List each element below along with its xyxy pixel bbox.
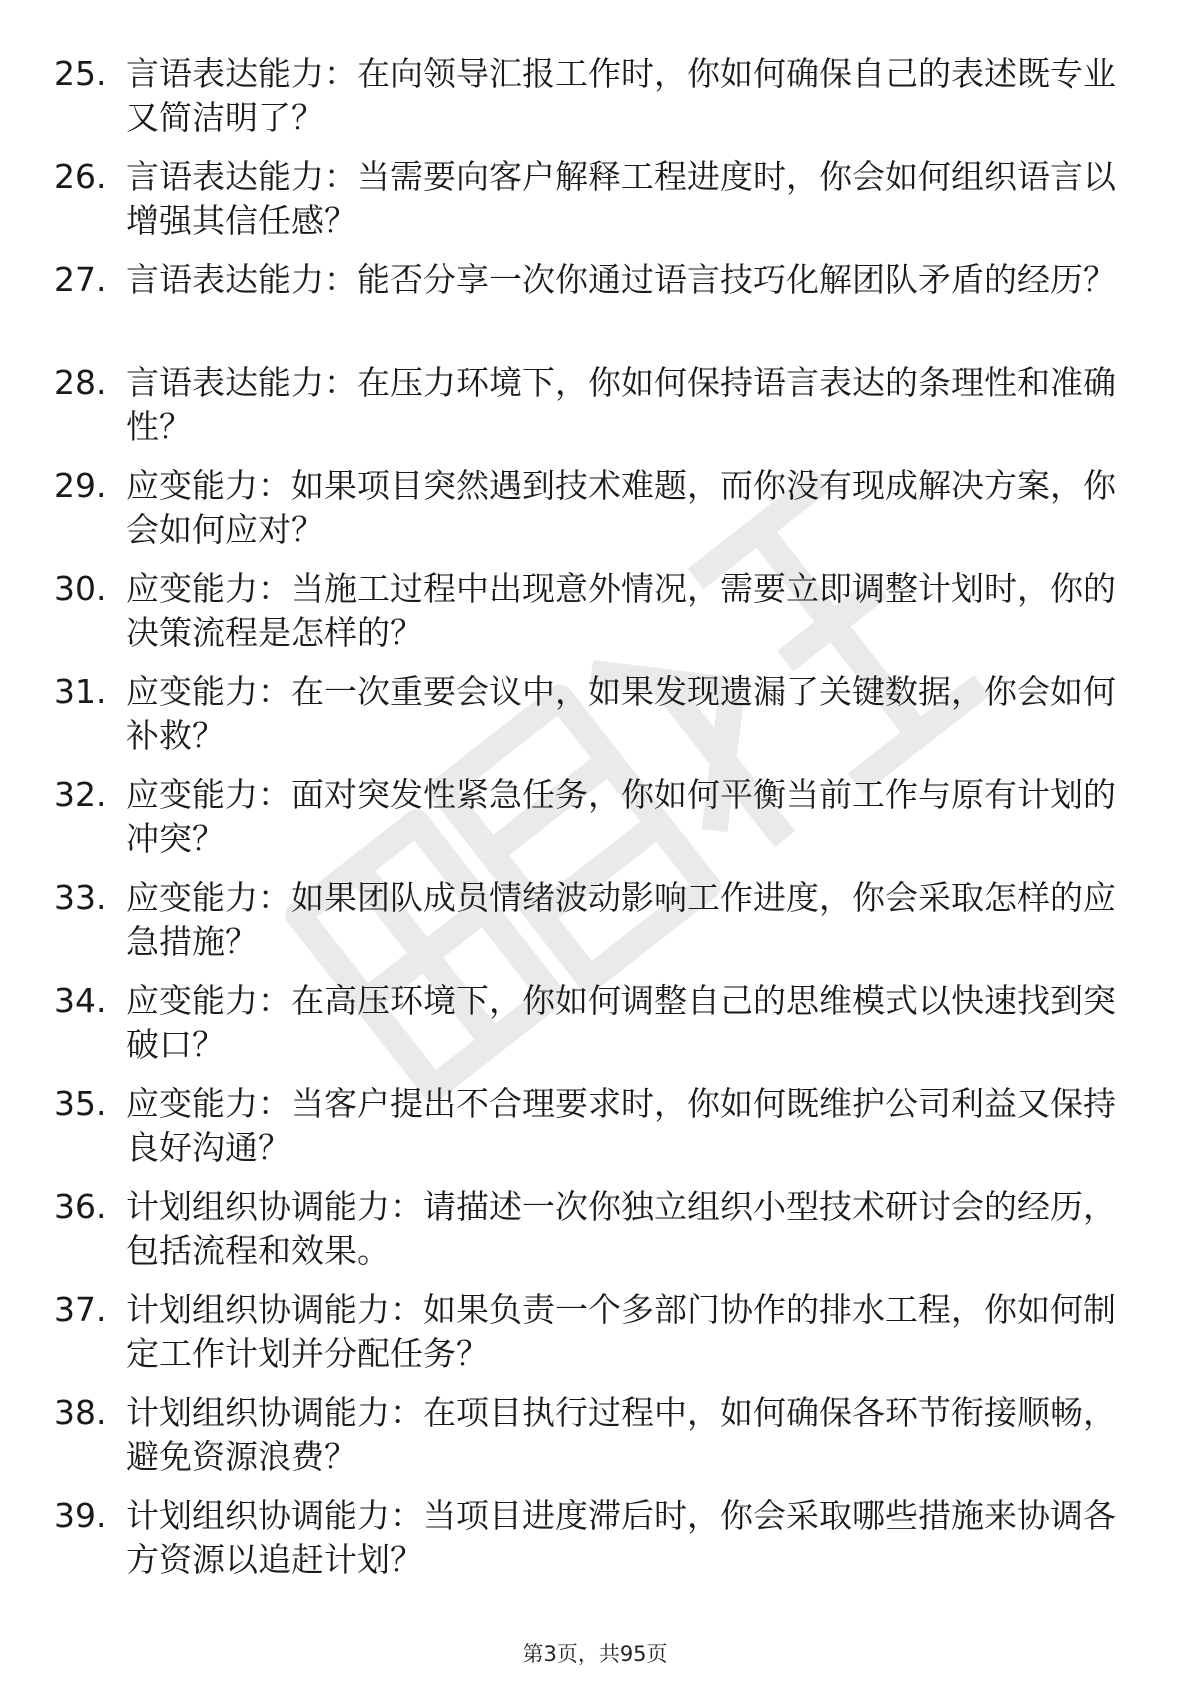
question-number: 31.: [54, 672, 107, 711]
question-number: 30.: [54, 569, 107, 608]
question-text: 计划组织协调能力：当项目进度滞后时，你会采取哪些措施来协调各方资源以追赶计划？: [126, 1496, 1116, 1579]
question-text: 应变能力：如果项目突然遇到技术难题，而你没有现成解决方案，你会如何应对？: [126, 466, 1116, 549]
question-text: 言语表达能力：在向领导汇报工作时，你如何确保自己的表述既专业又简洁明了？: [126, 54, 1116, 137]
list-item: [54, 52, 1134, 140]
list-item: [54, 567, 1134, 655]
list-item: [54, 361, 1134, 449]
question-text: 应变能力：如果团队成员情绪波动影响工作进度，你会采取怎样的应急措施？: [126, 878, 1116, 961]
question-text: 应变能力：在高压环境下，你如何调整自己的思维模式以快速找到突破口？: [126, 981, 1116, 1064]
list-item: [54, 1288, 1134, 1376]
question-text: 计划组织协调能力：如果负责一个多部门协作的排水工程，你如何制定工作计划并分配任务？: [126, 1290, 1116, 1373]
question-list: [54, 52, 1134, 1597]
question-number: 29.: [54, 466, 107, 505]
question-number: 36.: [54, 1187, 107, 1226]
list-item: [54, 1185, 1134, 1273]
list-item: [54, 773, 1134, 861]
list-item: [54, 155, 1134, 243]
question-number: 34.: [54, 981, 107, 1020]
page-number-footer: 第3页，共95页: [522, 1642, 668, 1666]
question-text: 言语表达能力：在压力环境下，你如何保持语言表达的条理性和准确性？: [126, 363, 1116, 446]
question-text: 应变能力：在一次重要会议中，如果发现遗漏了关键数据，你会如何补救？: [126, 672, 1116, 755]
question-number: 25.: [54, 54, 107, 93]
list-item: [54, 1082, 1134, 1170]
list-item: [54, 670, 1134, 758]
question-number: 27.: [54, 260, 107, 299]
question-number: 39.: [54, 1496, 107, 1535]
question-text: 言语表达能力：能否分享一次你通过语言技巧化解团队矛盾的经历？: [126, 260, 1116, 299]
question-text: 言语表达能力：当需要向客户解释工程进度时，你会如何组织语言以增强其信任感？: [126, 157, 1116, 240]
list-item: [54, 1391, 1134, 1479]
question-number: 28.: [54, 363, 107, 402]
question-number: 35.: [54, 1084, 107, 1123]
question-text: 计划组织协调能力：在项目执行过程中，如何确保各环节衔接顺畅，避免资源浪费？: [126, 1393, 1116, 1476]
question-text: 计划组织协调能力：请描述一次你独立组织小型技术研讨会的经历，包括流程和效果。: [126, 1187, 1116, 1270]
question-number: 37.: [54, 1290, 107, 1329]
question-number: 33.: [54, 878, 107, 917]
list-item: [54, 464, 1134, 552]
list-item: [54, 1494, 1134, 1582]
list-item: [54, 876, 1134, 964]
question-number: 38.: [54, 1393, 107, 1432]
question-number: 32.: [54, 775, 107, 814]
question-number: 26.: [54, 157, 107, 196]
question-text: 应变能力：当施工过程中出现意外情况，需要立即调整计划时，你的决策流程是怎样的？: [126, 569, 1116, 652]
question-text: 应变能力：当客户提出不合理要求时，你如何既维护公司利益又保持良好沟通？: [126, 1084, 1116, 1167]
list-item: [54, 979, 1134, 1067]
list-item: [54, 258, 1134, 346]
question-text: 应变能力：面对突发性紧急任务，你如何平衡当前工作与原有计划的冲突？: [126, 775, 1116, 858]
